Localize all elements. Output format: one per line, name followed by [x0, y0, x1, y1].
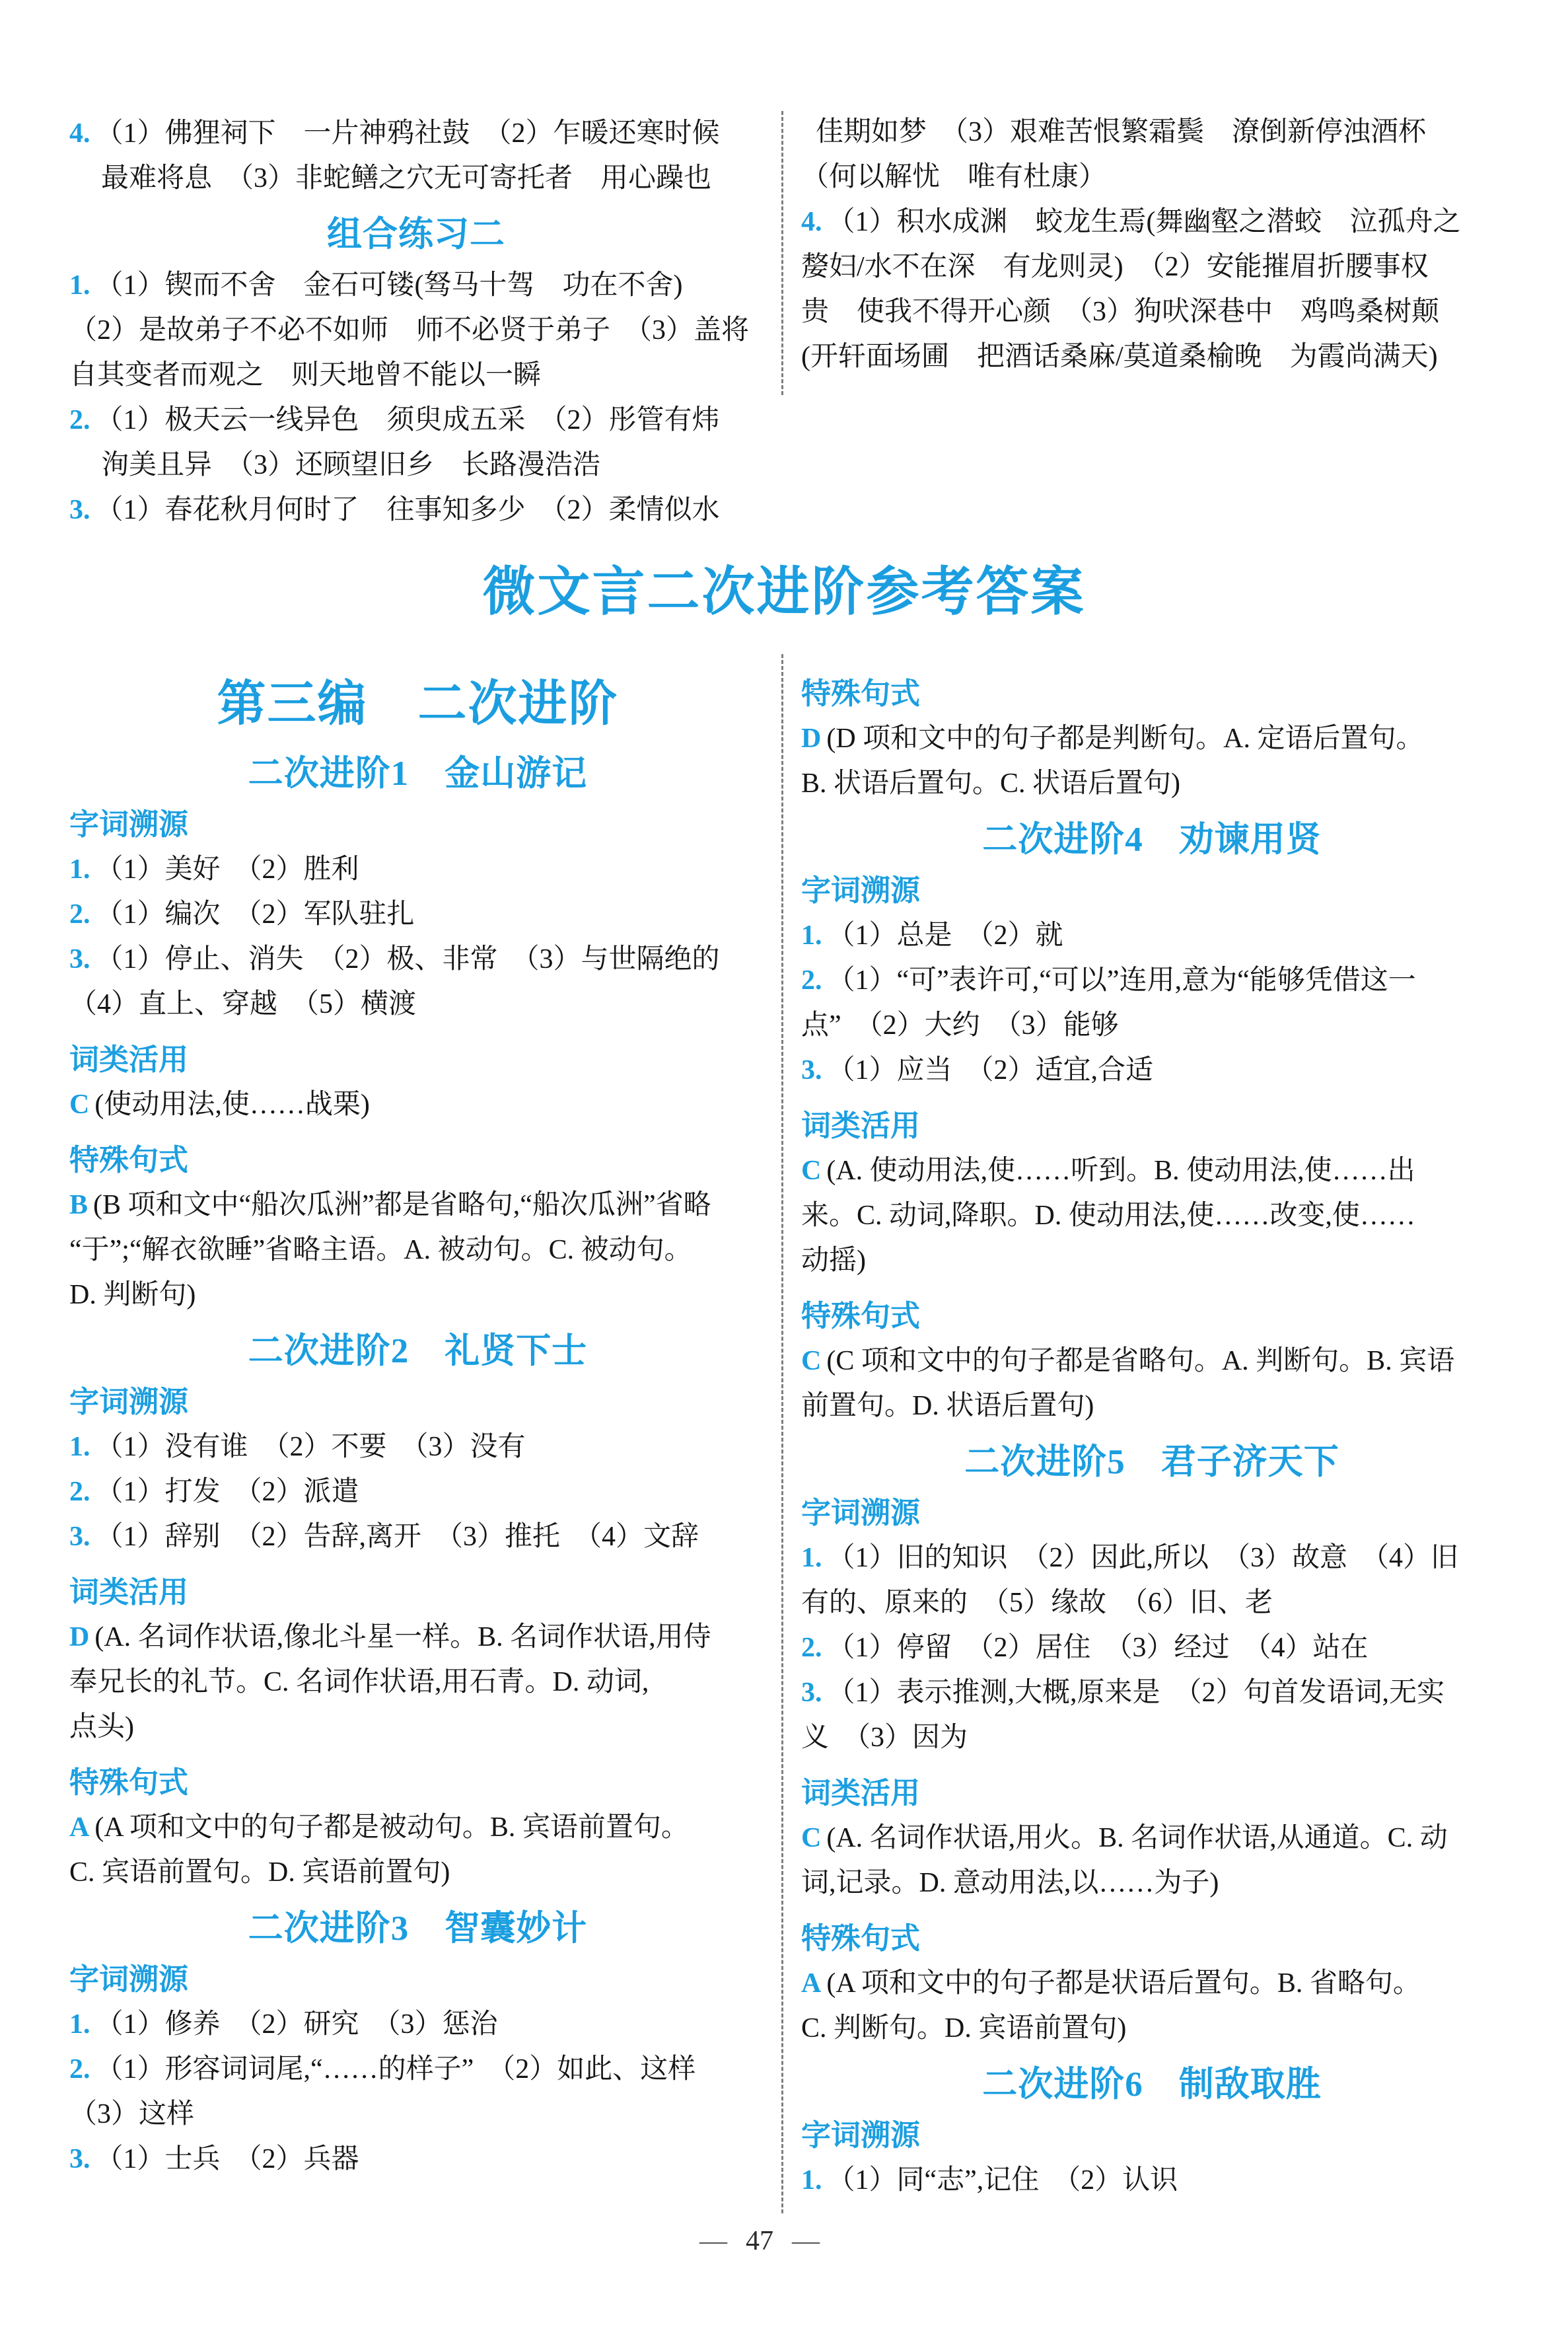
line-text: （1）打发 （2）派遣 [95, 1477, 359, 1507]
answer-line [801, 155, 1503, 200]
answer-line [801, 334, 1503, 379]
line-text: (B 项和文中“船次瓜洲”都是省略句,“船次瓜洲”省略 [93, 1190, 711, 1220]
answer-number: C [801, 1156, 822, 1186]
section-heading [801, 2056, 1503, 2113]
line-text: 嫠妇/水不在深 有龙则灵) （2）安能摧眉折腰事权 [801, 252, 1429, 282]
line-text: （1）锲而不舍 金石可镂(驽马十驾 功在不舍) [95, 270, 683, 301]
answer-line [801, 1670, 1503, 1715]
line-text: （1）没有谁 （2）不要 （3）没有 [95, 1432, 526, 1462]
line-text: （1）美好 （2）胜利 [95, 854, 359, 885]
answer-number: C [69, 1089, 90, 1120]
answer-number: 2. [69, 405, 90, 435]
line-text: （1）形容词词尾,“……的样子” （2）如此、这样 [95, 2054, 696, 2085]
subsection-heading [69, 1760, 766, 1805]
answer-line [801, 761, 1503, 806]
line-text: 组合练习二 [327, 215, 505, 254]
line-text: 点头) [69, 1712, 134, 1742]
subsection-heading [801, 868, 1503, 913]
line-text: 奉兄长的礼节。C. 名词作状语,用石青。D. 动词, [69, 1667, 649, 1697]
answer-line [69, 443, 763, 488]
section-heading [801, 811, 1503, 868]
line-text: （1）士兵 （2）兵器 [95, 2144, 359, 2174]
page-number: 47 [746, 2226, 773, 2256]
subsection-heading [801, 1771, 1503, 1816]
answer-line [801, 1861, 1503, 1905]
line-text: 词类活用 [801, 1776, 921, 1810]
answer-line [69, 398, 763, 443]
answer-number: 2. [801, 1633, 822, 1663]
line-text: （1）停止、消失 （2）极、非常 （3）与世隔绝的 [95, 944, 720, 975]
answer-line [69, 1228, 766, 1273]
answer-number: 2. [801, 965, 822, 996]
line-text: (使动用法,使……战栗) [94, 1089, 370, 1120]
line-text: （1）修养 （2）研究 （3）惩治 [95, 2009, 498, 2040]
answer-line [69, 847, 766, 892]
subsection-heading [69, 802, 766, 847]
line-text: 二次进阶5 君子济天下 [964, 1443, 1339, 1481]
line-text: （1）旧的知识 （2）因此,所以 （3）故意 （4）旧 [827, 1543, 1459, 1573]
line-text: 二次进阶4 劝谏用贤 [982, 821, 1322, 859]
line-text: （1）极天云一线异色 须臾成五采 （2）彤管有炜 [95, 405, 720, 435]
line-text: C. 判断句。D. 宾语前置句) [801, 2013, 1127, 2044]
answer-line [69, 1469, 766, 1514]
answer-line [69, 1424, 766, 1469]
answer-line [801, 1339, 1503, 1384]
line-text: （3）这样 [69, 2099, 195, 2129]
answer-number: A [801, 1968, 822, 1999]
line-text: (A. 名词作状语,像北斗星一样。B. 名词作状语,用侍 [94, 1622, 711, 1652]
answer-line [69, 353, 763, 398]
line-text: 词类活用 [801, 1109, 921, 1142]
answer-line [801, 1816, 1503, 1861]
answer-number: 2. [69, 2054, 90, 2085]
answer-line [69, 488, 763, 533]
answer-number: 1. [69, 1432, 90, 1462]
line-text: （1）应当 （2）适宜,合适 [827, 1055, 1154, 1086]
answer-number: 1. [69, 2009, 90, 2040]
line-text: “于”;“解衣欲睡”省略主语。A. 被动句。C. 被动句。 [69, 1235, 692, 1265]
subsection-heading [69, 1138, 766, 1183]
answer-line [801, 110, 1503, 155]
answer-line [69, 1514, 766, 1559]
line-text: 二次进阶3 智囊妙计 [248, 1909, 588, 1948]
page-footer [0, 2221, 1519, 2261]
answer-number: 3. [69, 2144, 90, 2174]
line-text: （1）总是 （2）就 [827, 920, 1063, 951]
answer-line [69, 982, 766, 1027]
answer-line [801, 2158, 1503, 2203]
answer-line [69, 1183, 766, 1228]
line-text: (C 项和文中的句子都是省略句。A. 判断句。B. 宾语 [826, 1346, 1455, 1376]
answer-number: 1. [69, 854, 90, 885]
answer-number: D [801, 723, 822, 754]
subsection-heading [801, 1916, 1503, 1961]
line-text: （2）是故弟子不必不如师 师不必贤于弟子 （3）盖将 [69, 315, 750, 346]
footer-dash-left: — [699, 2226, 727, 2256]
answer-line [69, 1850, 766, 1895]
answer-line [69, 111, 763, 156]
line-text: （1）表示推测,大概,原来是 （2）句首发语词,无实 [827, 1678, 1445, 1708]
line-text: 洵美且异 （3）还顾望旧乡 长路漫浩浩 [101, 450, 601, 480]
line-text: C. 宾语前置句。D. 宾语前置句) [69, 1857, 450, 1888]
section-heading [69, 1323, 766, 1380]
answer-line [69, 308, 763, 353]
answer-line [801, 1625, 1503, 1670]
answer-number: B [69, 1190, 89, 1220]
line-text: (A. 名词作状语,用火。B. 名词作状语,从通道。C. 动 [826, 1823, 1448, 1853]
answer-number: 2. [69, 1477, 90, 1507]
line-text: 二次进阶6 制敌取胜 [982, 2065, 1322, 2104]
section-heading [69, 206, 763, 263]
line-text: （1）“可”表许可,“可以”连用,意为“能够凭借这一 [827, 965, 1416, 996]
answer-line [801, 200, 1503, 244]
answer-line [69, 1660, 766, 1705]
line-text: 词,记录。D. 意动用法,以……为子) [801, 1868, 1219, 1898]
line-text: （何以解忧 唯有杜康） [801, 162, 1107, 192]
answer-line [801, 958, 1503, 1003]
line-text: 词类活用 [69, 1043, 189, 1076]
answer-line [801, 1384, 1503, 1428]
line-text: 特殊句式 [801, 1921, 921, 1955]
answer-number: 1. [801, 2165, 822, 2196]
column-divider-dashed [781, 111, 783, 395]
answer-number: 3. [69, 495, 90, 525]
subsection-heading [801, 1294, 1503, 1339]
answer-line [69, 892, 766, 937]
line-text: 字词溯源 [801, 873, 921, 907]
subsection-heading [69, 1957, 766, 2002]
line-text: （1）编次 （2）军队驻扎 [95, 899, 415, 930]
subsection-heading [801, 1103, 1503, 1148]
answer-line [69, 937, 766, 982]
answer-line [69, 1082, 766, 1127]
answer-line [801, 244, 1503, 289]
answer-line [69, 1805, 766, 1850]
answer-line [69, 263, 763, 308]
line-text: 字词溯源 [69, 807, 189, 841]
line-text: （1）同“志”,记住 （2）认识 [827, 2165, 1178, 2196]
answer-number: 3. [69, 1522, 90, 1552]
section-heading [69, 1900, 766, 1957]
line-text: (A 项和文中的句子都是状语后置句。B. 省略句。 [826, 1968, 1421, 1999]
answer-line [69, 1615, 766, 1660]
line-text: D. 判断句) [69, 1280, 196, 1310]
bottom-right-answer-column [801, 661, 1503, 2203]
answer-line [801, 1003, 1503, 1048]
answer-line [69, 2137, 766, 2182]
answer-number: 3. [801, 1678, 822, 1708]
answer-line [801, 1961, 1503, 2006]
answer-line [69, 2002, 766, 2047]
answer-line [801, 716, 1503, 761]
subsection-heading [69, 1037, 766, 1082]
subsection-heading [69, 1570, 766, 1615]
answer-number: 3. [69, 944, 90, 975]
part-heading [69, 669, 766, 740]
answer-line [801, 2006, 1503, 2051]
answer-number: 1. [801, 920, 822, 951]
answer-number: 1. [69, 270, 90, 301]
answer-line [801, 1715, 1503, 1760]
section-heading [801, 1434, 1503, 1491]
line-text: 字词溯源 [801, 2118, 921, 2152]
line-text: （1）佛狸祠下 一片神鸦社鼓 （2）乍暖还寒时候 [95, 118, 720, 149]
line-text: 字词溯源 [69, 1962, 189, 1996]
line-text: 字词溯源 [69, 1385, 189, 1419]
line-text: （1）辞别 （2）告辞,离开 （3）推托 （4）文辞 [95, 1522, 699, 1552]
line-text: （1）停留 （2）居住 （3）经过 （4）站在 [827, 1633, 1369, 1663]
line-text: 点” （2）大约 （3）能够 [801, 1010, 1119, 1041]
line-text: 义 （3）因为 [801, 1722, 968, 1753]
section-heading [69, 745, 766, 802]
answer-number: 1. [801, 1543, 822, 1573]
line-text: 特殊句式 [801, 677, 921, 710]
line-text: 特殊句式 [69, 1765, 189, 1799]
line-text: （4）直上、穿越 （5）横渡 [69, 989, 417, 1019]
answer-line [69, 2047, 766, 2092]
line-text: 二次进阶2 礼贤下士 [248, 1332, 588, 1370]
subsection-heading [801, 2113, 1503, 2158]
answer-line [801, 1148, 1503, 1193]
answer-number: A [69, 1812, 90, 1843]
line-text: (D 项和文中的句子都是判断句。A. 定语后置句。 [826, 723, 1424, 754]
line-text: (A 项和文中的句子都是被动句。B. 宾语前置句。 [94, 1812, 689, 1843]
answer-line [801, 1238, 1503, 1283]
answer-line [801, 1048, 1503, 1093]
column-divider-dashed [781, 654, 783, 2213]
subsection-heading [69, 1380, 766, 1424]
answer-line [801, 1535, 1503, 1580]
top-right-answer-column [801, 110, 1503, 379]
line-text: 特殊句式 [801, 1299, 921, 1333]
line-text: 二次进阶1 金山游记 [248, 755, 588, 793]
line-text: 词类活用 [69, 1575, 189, 1609]
answer-line [69, 1705, 766, 1750]
line-text: 特殊句式 [69, 1143, 189, 1177]
line-text: 第三编 二次进阶 [217, 677, 619, 731]
footer-dash-right: — [792, 2226, 820, 2256]
line-text: 动摇) [801, 1245, 866, 1276]
line-text: 有的、原来的 （5）缘故 （6）旧、老 [801, 1588, 1273, 1618]
line-text: 前置句。D. 状语后置句) [801, 1391, 1094, 1421]
answer-number: C [801, 1823, 822, 1853]
line-text: (开轩面场圃 把酒话桑麻/莫道桑榆晚 为霞尚满天) [801, 342, 1438, 372]
answer-number: 4. [801, 207, 822, 237]
line-text: (A. 使动用法,使……听到。B. 使动用法,使……出 [826, 1156, 1415, 1186]
answers-title: 微文言二次进阶参考答案 [482, 564, 1086, 622]
line-text: （1）春花秋月何时了 往事知多少 （2）柔情似水 [95, 495, 720, 525]
answer-line [801, 913, 1503, 958]
answer-line [801, 1193, 1503, 1238]
answer-number: 2. [69, 899, 90, 930]
line-text: （1）积水成渊 蛟龙生焉(舞幽壑之潜蛟 泣孤舟之 [827, 207, 1461, 237]
line-text: B. 状语后置句。C. 状语后置句) [801, 768, 1181, 799]
answer-line [69, 156, 763, 201]
subsection-heading [801, 1491, 1503, 1535]
top-left-answer-column [69, 111, 763, 533]
line-text: 字词溯源 [801, 1496, 921, 1530]
line-text: 佳期如梦 （3）艰难苦恨繁霜鬓 潦倒新停浊酒杯 [816, 117, 1427, 147]
line-text: 贵 使我不得开心颜 （3）狗吠深巷中 鸡鸣桑树颠 [801, 297, 1440, 327]
line-text: 来。C. 动词,降职。D. 使动用法,使……改变,使…… [801, 1200, 1415, 1231]
answer-line [69, 2092, 766, 2137]
answer-number: C [801, 1346, 822, 1376]
answer-number: 4. [69, 118, 90, 149]
subsection-heading [801, 671, 1503, 716]
answer-line [801, 1580, 1503, 1625]
answer-number: D [69, 1622, 90, 1652]
answer-line [69, 1273, 766, 1317]
bottom-left-answer-column [69, 669, 766, 2182]
answer-line [801, 289, 1503, 334]
answer-number: 3. [801, 1055, 822, 1086]
line-text: 最难将息 （3）非蛇鳝之穴无可寄托者 用心躁也 [101, 163, 712, 194]
line-text: 自其变者而观之 则天地曾不能以一瞬 [69, 360, 542, 390]
